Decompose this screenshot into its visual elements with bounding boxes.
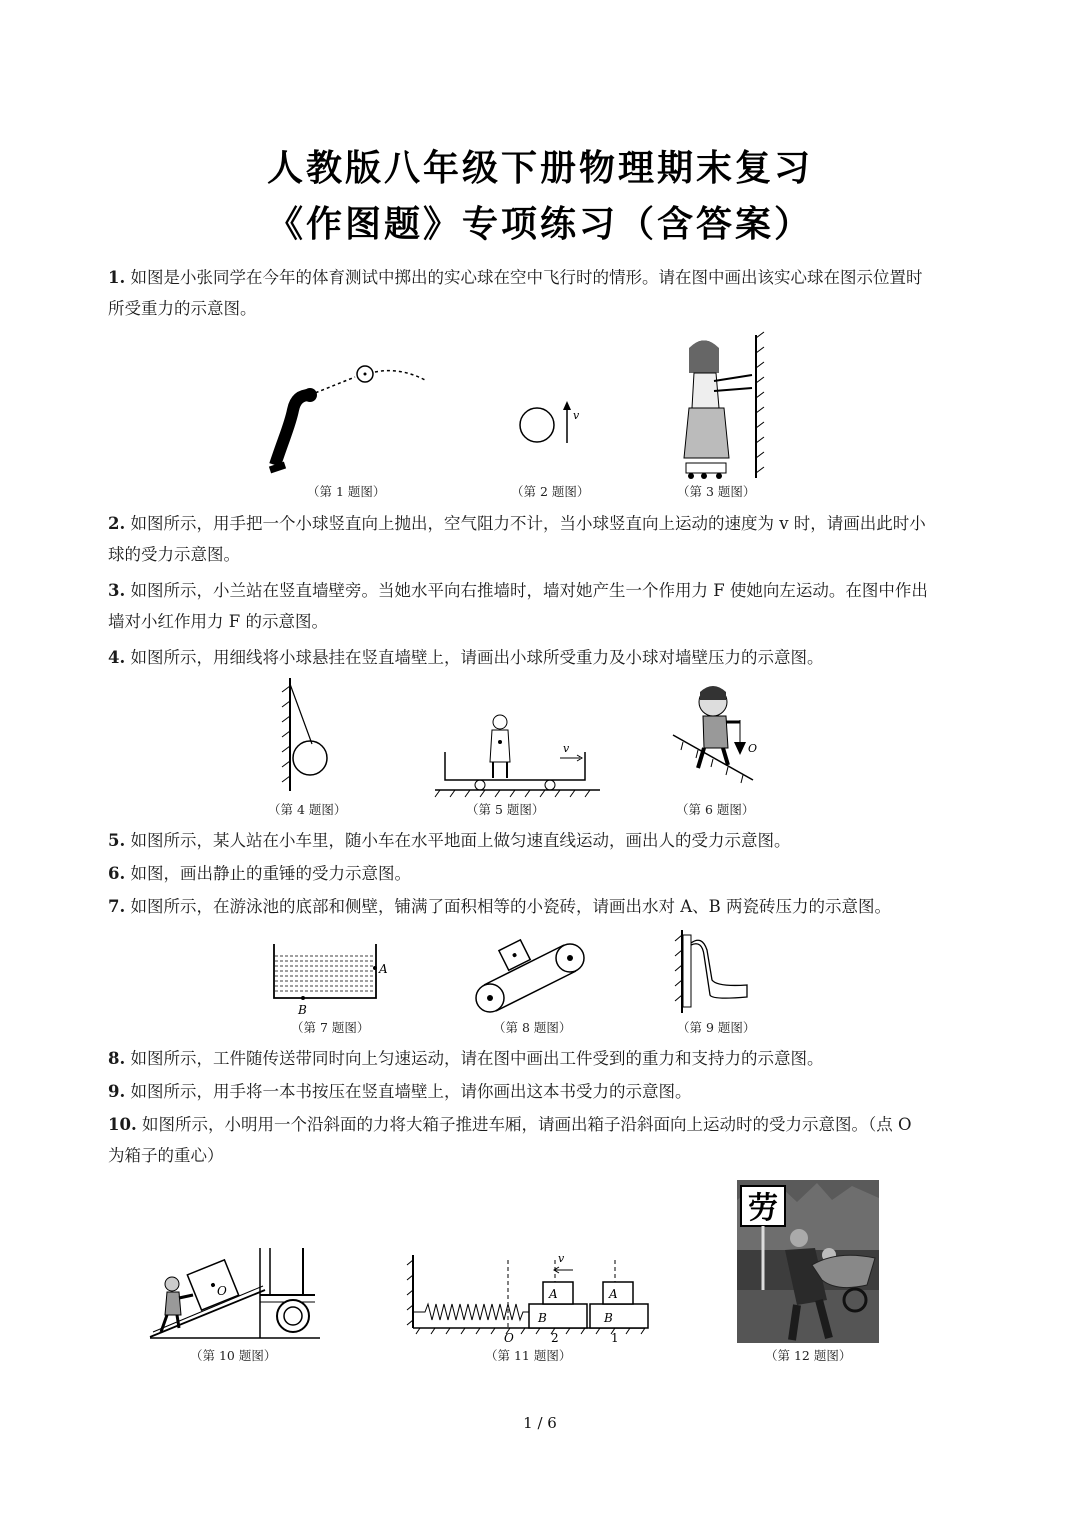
figure-3 [664,333,774,483]
question-9-number: 9. [108,1082,126,1101]
figure-12 [737,1180,879,1343]
v-label: v [573,409,580,422]
caption-10: （第 10 题图） [190,1348,277,1363]
figure-2 [512,395,592,455]
question-8 [108,1043,928,1074]
sign-text: 劳 [748,1191,778,1226]
question-1-number: 1. [108,268,126,287]
question-6-text: 如图，画出静止的重锤的受力示意图。 [130,864,411,883]
question-5-text: 如图所示，某人站在小车里，随小车在水平地面上做匀速直线运动，画出人的受力示意图。 [130,831,791,850]
label-1-11: 1 [611,1331,619,1345]
caption-9: （第 9 题图） [677,1020,756,1035]
workpiece [499,940,530,970]
figure-1 [255,355,435,480]
pusher-head [165,1277,179,1291]
label-A-11b: A [609,1287,618,1301]
question-1-text: 如图是小张同学在今年的体育测试中掷出的实心球在空中飞行时的情形。请在图中画出该实心球在图示位置时所受重力的示意图。 [108,268,923,318]
question-3-number: 3. [108,581,126,600]
arms [714,375,752,391]
question-10 [108,1109,928,1171]
v-label-5: v [563,742,570,755]
label-B-7: B [298,1003,307,1017]
belt-bottom [496,971,576,1011]
worker-head [790,1229,808,1247]
question-9-text: 如图所示，用手将一本书按压在竖直墙壁上，请你画出这本书受力的示意图。 [130,1082,692,1101]
label-A-7: A [379,962,388,976]
spring [413,1304,529,1320]
caption-12: （第 12 题图） [765,1348,852,1363]
ball [520,408,554,442]
label-A-11a: A [549,1287,558,1301]
question-4-text: 如图所示，用细线将小球悬挂在竖直墙壁上，请画出小球所受重力及小球对墙壁压力的示意图。 [130,648,824,667]
plumb-bob [734,742,746,755]
question-2 [108,508,928,570]
figure-7 [268,938,398,1018]
question-9 [108,1076,928,1107]
caption-5: （第 5 题图） [466,802,545,817]
o-label-10: O [217,1284,227,1298]
hand [691,940,747,998]
trajectory-left [310,377,355,395]
question-8-text: 如图所示，工件随传送带同时向上匀速运动，请在图中画出工件受到的重力和支持力的示意图。 [130,1049,824,1068]
question-5 [108,825,928,856]
question-8-number: 8. [108,1049,126,1068]
water-lines [275,956,375,991]
book [683,935,691,1007]
caption-1: （第 1 题图） [307,484,386,499]
question-3-text: 如图所示，小兰站在竖直墙壁旁。当她水平向右推墙时，墙对她产生一个作用力 F 使她向左运动。在图中作出墙对小红作用力 F 的示意图。 [108,581,928,631]
figure-9 [672,925,757,1015]
label-B-11a: B [538,1311,547,1325]
label-B-11b: B [604,1311,613,1325]
trajectory-right [375,371,425,380]
figure-12-photo [737,1180,879,1343]
o-label-6: O [748,742,758,755]
caption-7: （第 7 题图） [291,1020,370,1035]
big-box [187,1260,238,1310]
thrower-leg [270,465,285,470]
thrower-body [275,395,310,465]
label-2-11: 2 [551,1331,559,1345]
caption-11: （第 11 题图） [485,1348,572,1363]
question-7 [108,891,928,922]
question-4 [108,642,928,673]
question-2-number: 2. [108,514,126,533]
hanging-ball [293,741,327,775]
question-7-number: 7. [108,897,126,916]
figure-4 [272,676,352,796]
cart [445,752,585,780]
caption-8: （第 8 题图） [493,1020,572,1035]
skirt [684,408,729,458]
question-10-text: 如图所示，小明用一个沿斜面的力将大箱子推进车厢，请画出箱子沿斜面向上运动时的受力示意图。（点 O 为箱子的重心） [108,1115,912,1165]
question-4-number: 4. [108,648,126,667]
question-5-number: 5. [108,831,126,850]
title-line-1: 人教版八年级下册物理期末复习 [266,148,813,189]
figure-10 [145,1240,325,1345]
truck-wheel [277,1300,309,1332]
block-A-left [543,1282,573,1304]
caption-4: （第 4 题图） [268,802,347,817]
figure-6 [668,680,778,790]
string [290,684,312,744]
figure-11 [405,1240,650,1345]
v-label-11: v [558,1252,565,1265]
label-O-11: O [504,1331,514,1345]
figure-8 [470,928,595,1020]
question-7-text: 如图所示，在游泳池的底部和侧壁，铺满了面积相等的小瓷砖，请画出水对 A、B 两瓷砖压力的示意图。 [130,897,892,916]
caption-6: （第 6 题图） [676,802,755,817]
figure-5 [430,712,610,802]
question-3 [108,575,928,637]
caption-3: （第 3 题图） [677,484,756,499]
question-1 [108,262,928,324]
block-B-right [590,1304,648,1328]
skates [686,463,726,473]
question-6 [108,858,928,889]
caption-2: （第 2 题图） [511,484,590,499]
person-head [493,715,507,729]
block-A-right [603,1282,633,1304]
question-6-number: 6. [108,864,126,883]
title-line-2: 《作图题》专项练习（含答案） [266,204,813,245]
question-10-number: 10. [108,1115,137,1134]
page-number: 1 / 6 [523,1414,557,1432]
question-2-text: 如图所示，用手把一个小球竖直向上抛出，空气阻力不计，当小球竖直向上运动的速度为 v 时，请画出此时小球的受力示意图。 [108,514,926,564]
